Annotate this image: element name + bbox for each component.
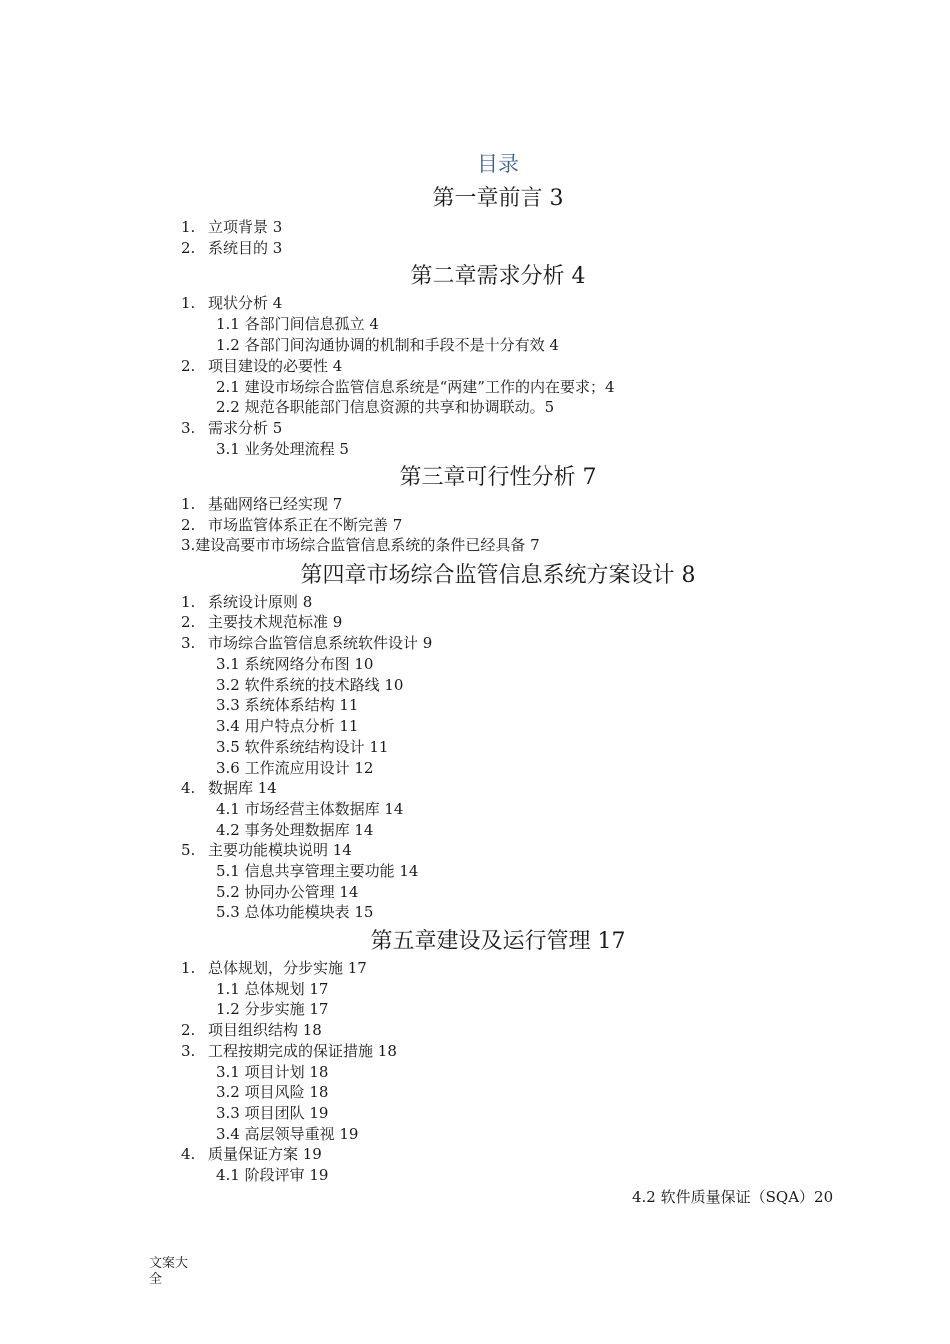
toc-title: 目录 (477, 152, 519, 176)
toc-subitem: 3.5 软件系统结构设计 11 (216, 738, 389, 756)
chapter-1-title: 第一章前言 3 (432, 186, 564, 211)
toc-subitem-right: 4.2 软件质量保证（SQA）20 (632, 1188, 834, 1206)
toc-item: 1. 现状分析 4 (181, 294, 283, 312)
toc-item: 3. 工程按期完成的保证措施 18 (181, 1042, 397, 1060)
toc-subitem: 3.1 系统网络分布图 10 (216, 655, 374, 673)
toc-subitem: 3.2 项目风险 18 (216, 1083, 329, 1101)
toc-item: 3. 需求分析 5 (181, 419, 283, 437)
toc-subitem: 4.1 市场经营主体数据库 14 (216, 800, 404, 818)
toc-subitem: 5.2 协同办公管理 14 (216, 883, 359, 901)
toc-item: 2. 系统目的 3 (181, 239, 283, 257)
toc-item: 5. 主要功能模块说明 14 (181, 841, 352, 859)
chapter-5-title: 第五章建设及运行管理 17 (370, 929, 626, 954)
toc-item: 4. 质量保证方案 19 (181, 1145, 322, 1163)
footer-text: 文案大全 (149, 1256, 189, 1287)
chapter-3-title: 第三章可行性分析 7 (399, 465, 597, 490)
toc-item: 3. 市场综合监管信息系统软件设计 9 (181, 634, 433, 652)
toc-item: 1. 立项背景 3 (181, 218, 283, 236)
toc-subitem: 1.2 分步实施 17 (216, 1000, 329, 1018)
toc-item: 1. 系统设计原则 8 (181, 593, 313, 611)
toc-subitem: 3.4 用户特点分析 11 (216, 717, 359, 735)
toc-subitem: 5.1 信息共享管理主要功能 14 (216, 862, 419, 880)
toc-subitem: 1.2 各部门间沟通协调的机制和手段不是十分有效 4 (216, 336, 559, 354)
toc-item: 3.建设高要市市场综合监管信息系统的条件已经具备 7 (181, 536, 540, 554)
toc-subitem: 3.1 项目计划 18 (216, 1063, 329, 1081)
toc-subitem: 3.3 系统体系结构 11 (216, 696, 359, 714)
toc-item: 4. 数据库 14 (181, 779, 277, 797)
toc-item: 1. 总体规划，分步实施 17 (181, 959, 367, 977)
toc-item: 2. 项目组织结构 18 (181, 1021, 322, 1039)
toc-subitem: 3.1 业务处理流程 5 (216, 440, 349, 458)
toc-subitem: 3.3 项目团队 19 (216, 1104, 329, 1122)
toc-subitem: 2.2 规范各职能部门信息资源的共享和协调联动。5 (216, 398, 555, 416)
toc-item: 2. 市场监管体系正在不断完善 7 (181, 516, 403, 534)
toc-subitem: 1.1 总体规划 17 (216, 980, 329, 998)
toc-item: 1. 基础网络已经实现 7 (181, 495, 343, 513)
toc-item: 2. 主要技术规范标准 9 (181, 613, 343, 631)
toc-subitem: 3.4 高层领导重视 19 (216, 1125, 359, 1143)
toc-subitem: 3.6 工作流应用设计 12 (216, 759, 374, 777)
toc-item: 2. 项目建设的必要性 4 (181, 357, 343, 375)
toc-subitem: 3.2 软件系统的技术路线 10 (216, 676, 404, 694)
chapter-2-title: 第二章需求分析 4 (410, 264, 586, 289)
toc-subitem: 4.1 阶段评审 19 (216, 1166, 329, 1184)
toc-subitem: 5.3 总体功能模块表 15 (216, 903, 374, 921)
toc-subitem: 4.2 事务处理数据库 14 (216, 821, 374, 839)
toc-subitem: 1.1 各部门间信息孤立 4 (216, 315, 379, 333)
chapter-4-title: 第四章市场综合监管信息系统方案设计 8 (300, 563, 696, 588)
toc-subitem: 2.1 建设市场综合监管信息系统是“两建”工作的内在要求；4 (216, 378, 615, 396)
